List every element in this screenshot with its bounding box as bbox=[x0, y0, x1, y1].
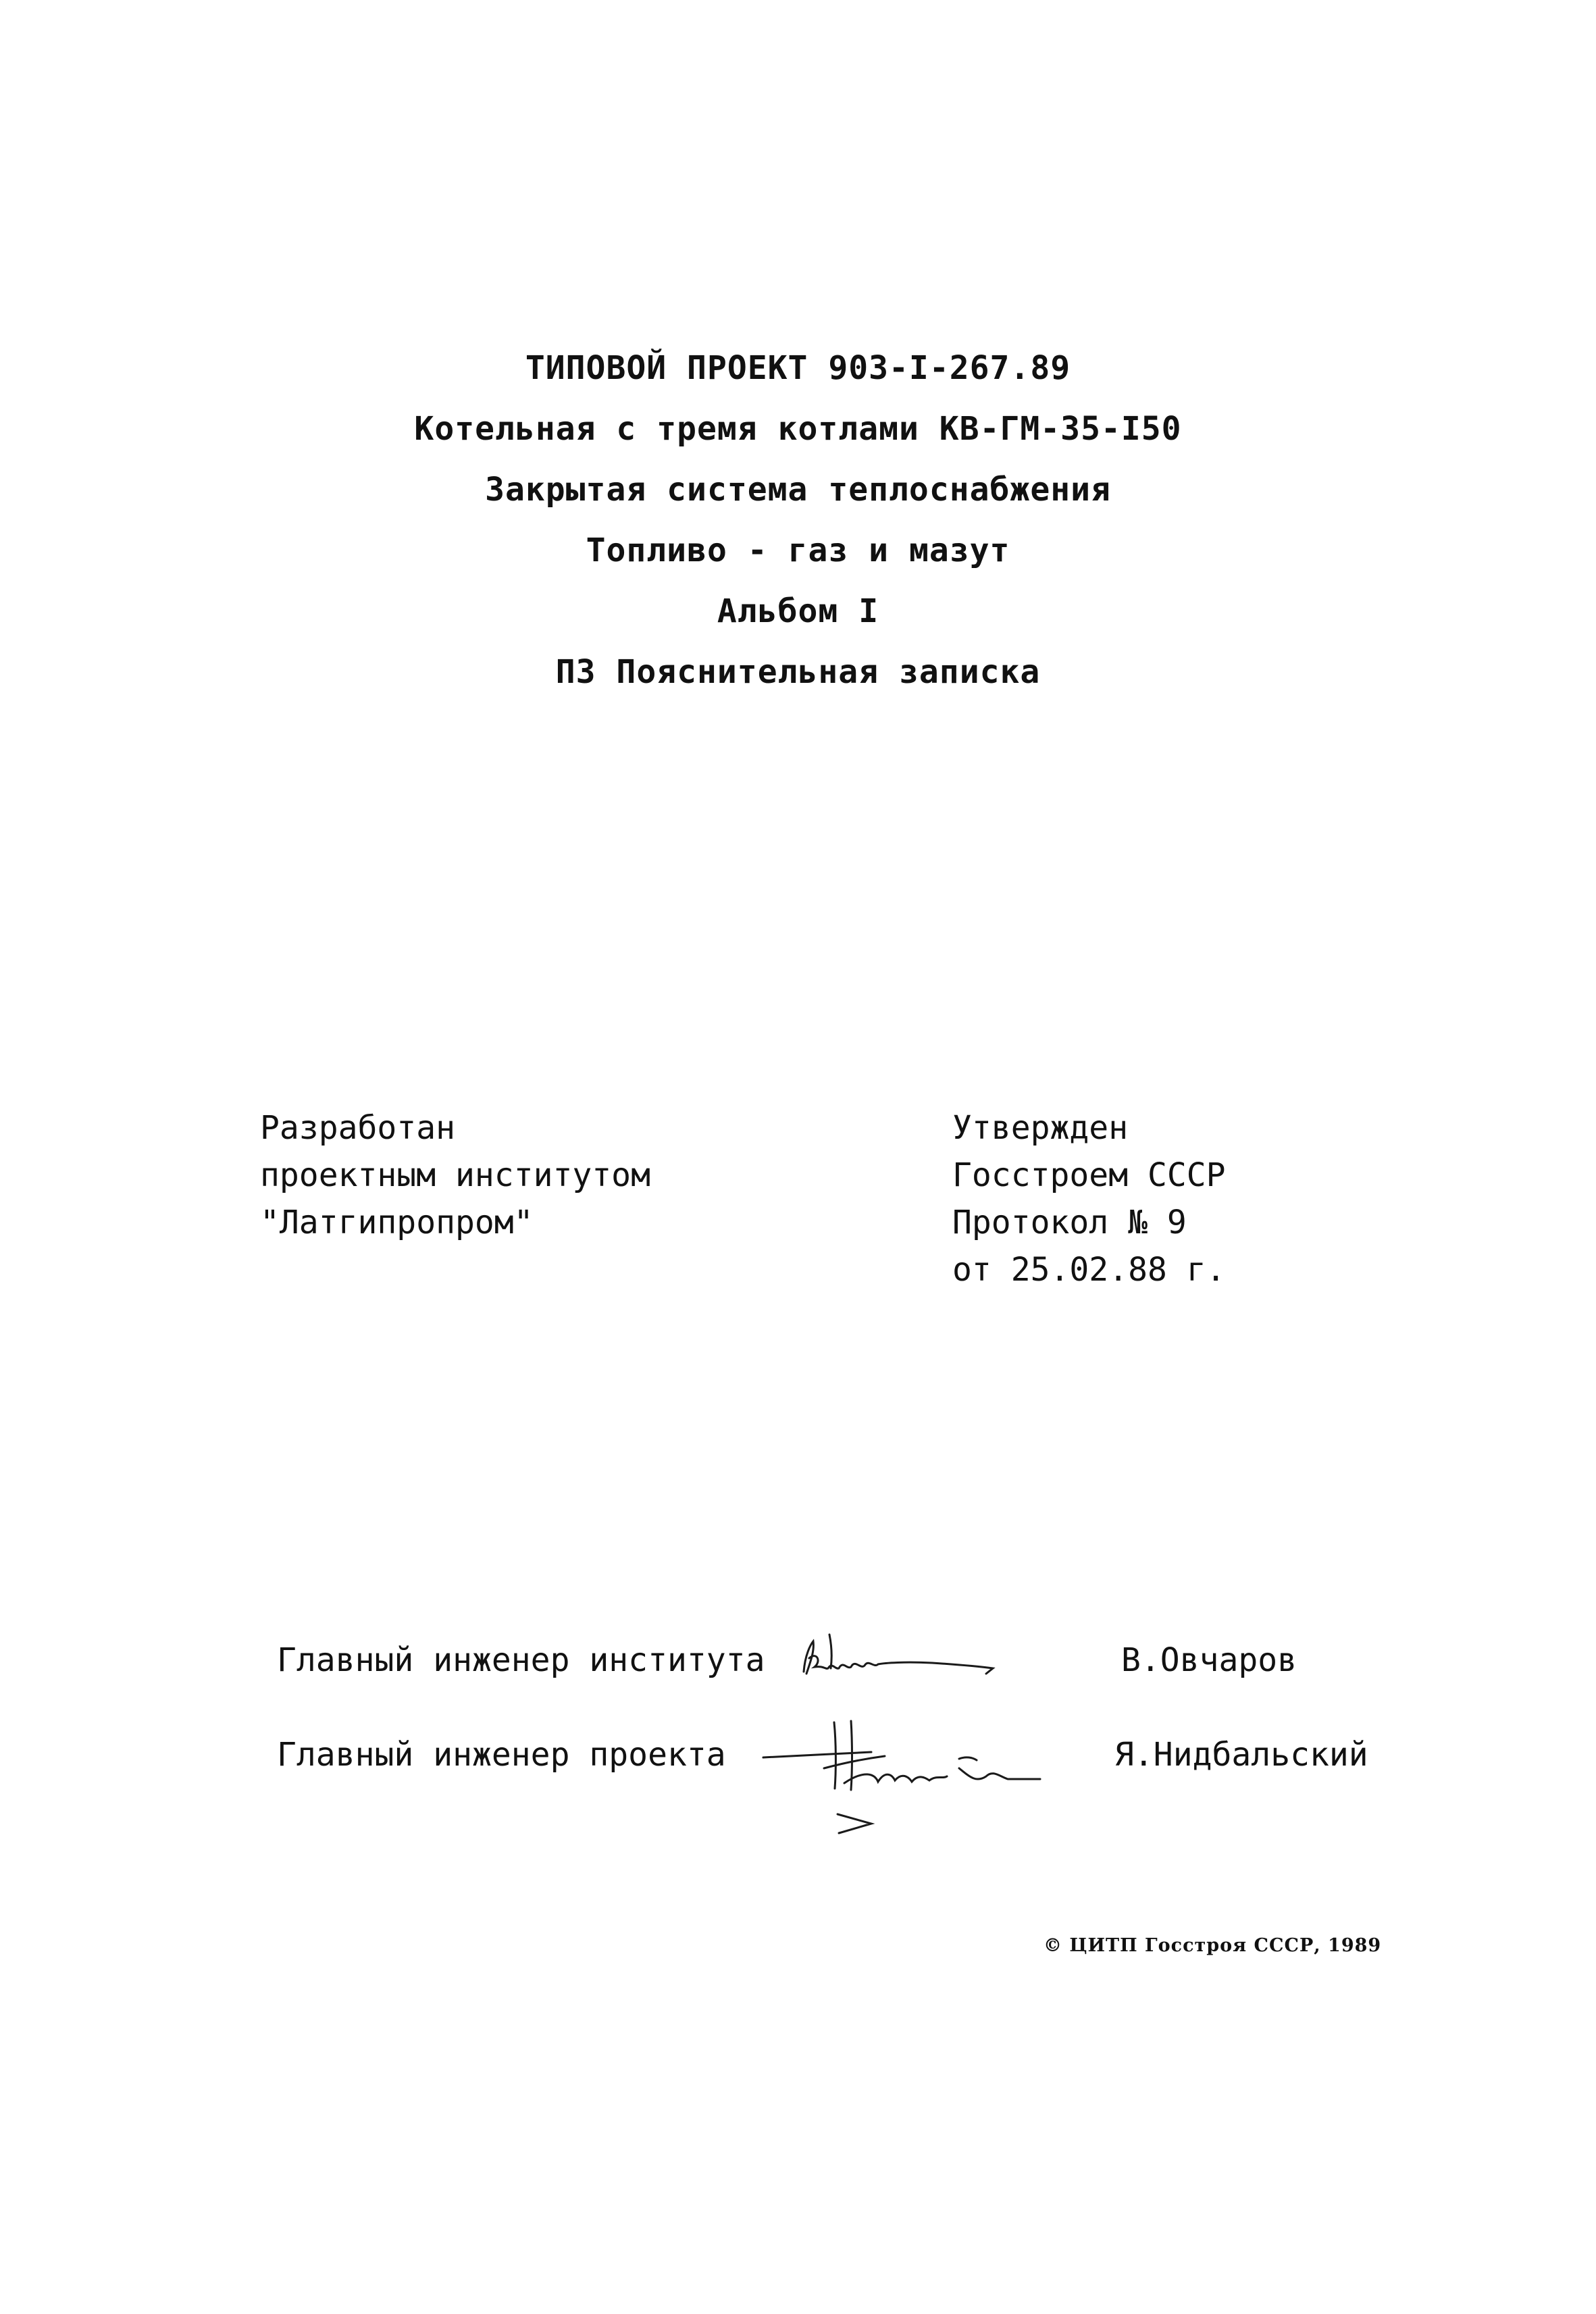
institute-chief-engineer-label: Главный инженер института bbox=[277, 1641, 765, 1679]
copyright-notice: © ЦИТП Госстроя СССР, 1989 bbox=[1044, 1935, 1382, 1956]
developed-by-block bbox=[260, 1104, 650, 1246]
approved-by-block bbox=[952, 1104, 1226, 1293]
heating-system: Закрытая система теплоснабжения bbox=[485, 471, 1111, 509]
project-chief-engineer-name: Я.Нидбальский bbox=[1114, 1736, 1368, 1774]
institute-chief-engineer-name: В.Овчаров bbox=[1121, 1641, 1297, 1679]
approved-authority: Госстроем СССР bbox=[952, 1156, 1226, 1194]
project-number: ТИПОВОЙ ПРОЕКТ 903-I-267.89 bbox=[525, 349, 1071, 387]
developed-institute-name: "Латгипропром" bbox=[260, 1204, 534, 1241]
approved-date: от 25.02.88 г. bbox=[952, 1251, 1226, 1289]
institute-chief-signature bbox=[790, 1621, 1033, 1695]
album-title: ПЗ Пояснительная записка bbox=[555, 653, 1041, 691]
developed-institute-label: проектным институтом bbox=[260, 1156, 650, 1194]
title-block bbox=[0, 338, 1596, 702]
developed-label: Разработан bbox=[260, 1109, 455, 1147]
album-number: Альбом I bbox=[717, 592, 879, 630]
project-chief-engineer-label: Главный инженер проекта bbox=[277, 1736, 726, 1774]
approved-label: Утвержден bbox=[952, 1109, 1129, 1147]
project-chief-signature bbox=[756, 1709, 1135, 1844]
project-name: Котельная с тремя котлами КВ-ГМ-35-I50 bbox=[414, 410, 1182, 448]
approved-protocol: Протокол № 9 bbox=[952, 1204, 1187, 1241]
fuel-type: Топливо - газ и мазут bbox=[586, 532, 1010, 569]
